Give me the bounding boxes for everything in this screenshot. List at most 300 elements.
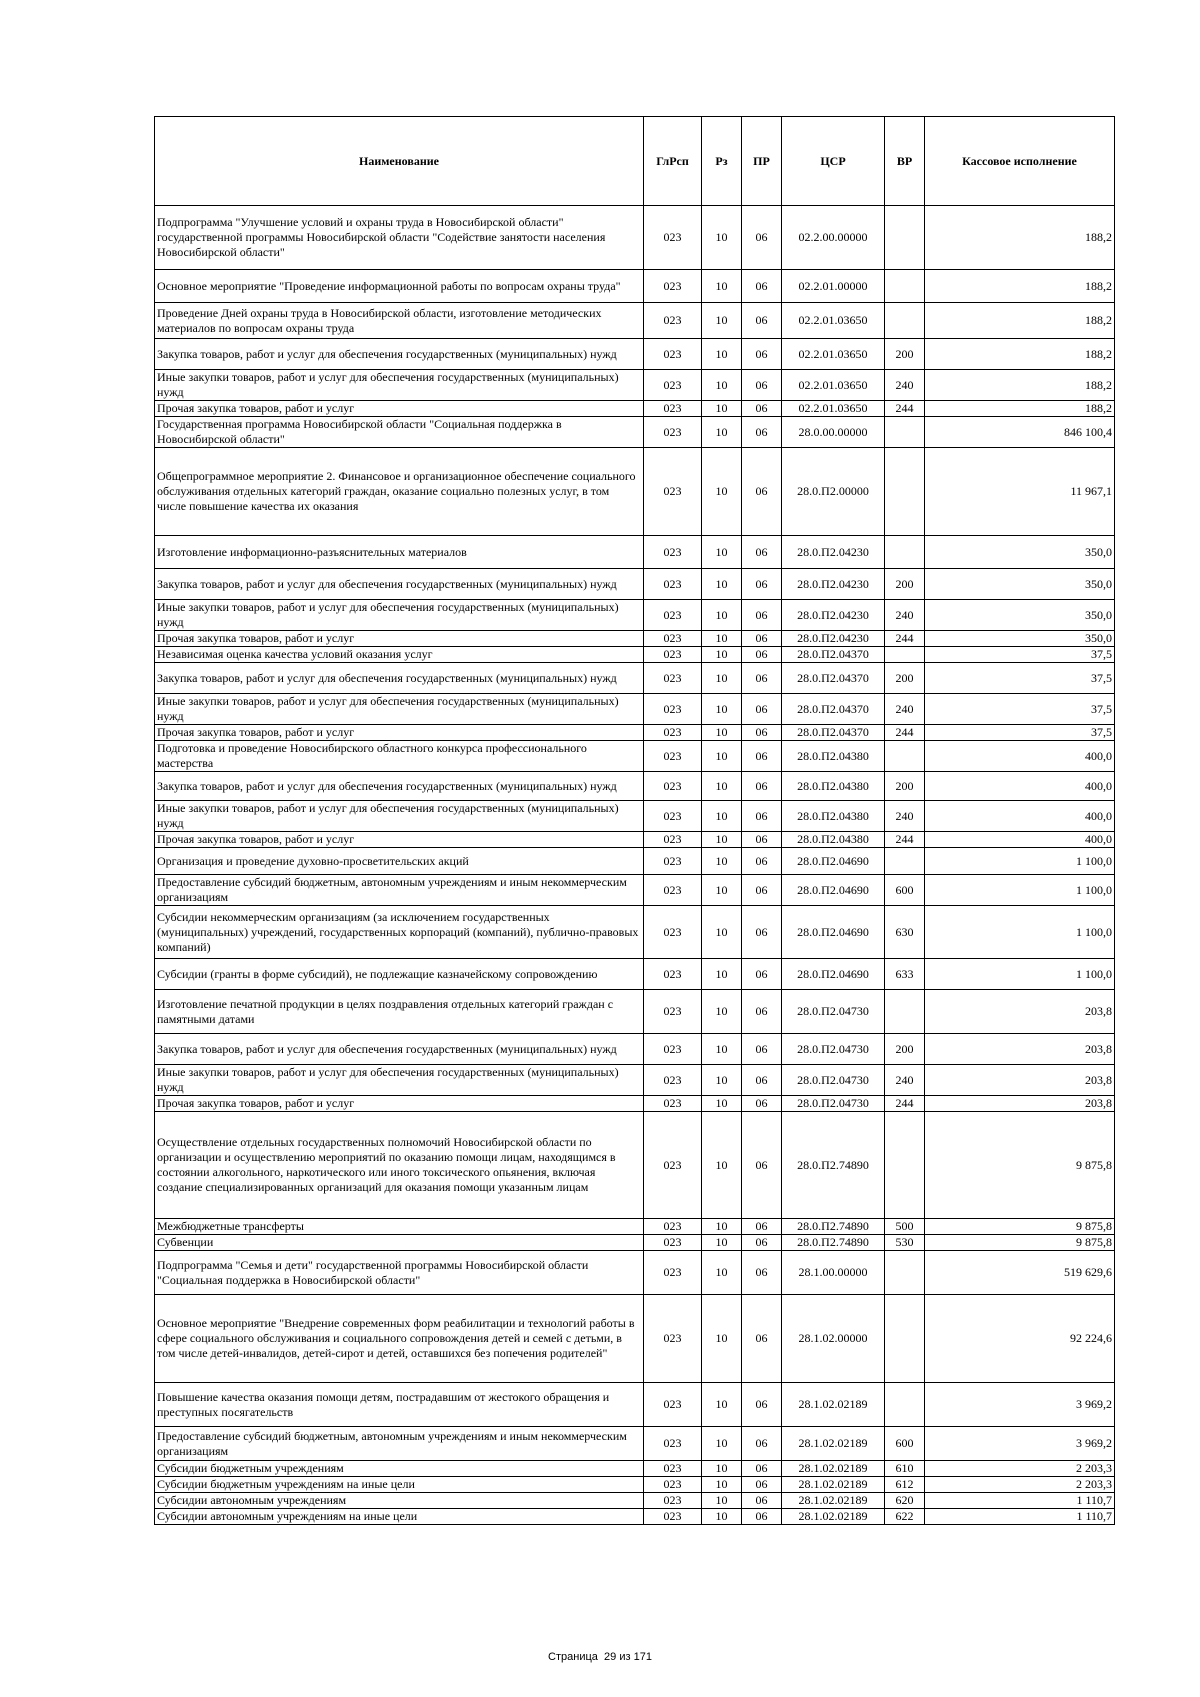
cell-pr: 06 xyxy=(742,303,782,339)
cell-csr: 28.1.00.00000 xyxy=(782,1251,885,1295)
cell-rz: 10 xyxy=(702,694,742,725)
page-total: 171 xyxy=(633,1651,652,1663)
cell-pr: 06 xyxy=(742,1096,782,1112)
cell-vr: 200 xyxy=(885,569,925,600)
cell-pr: 06 xyxy=(742,848,782,875)
cell-csr: 28.0.П2.04730 xyxy=(782,1034,885,1065)
cell-vr: 240 xyxy=(885,370,925,401)
table-row xyxy=(155,875,1115,906)
cell-csr: 28.1.02.02189 xyxy=(782,1383,885,1427)
cell-vr: 244 xyxy=(885,725,925,741)
cell-glrsp: 023 xyxy=(644,339,702,370)
cell-cash-execution: 400,0 xyxy=(925,772,1115,801)
cell-rz: 10 xyxy=(702,1096,742,1112)
cell-glrsp: 023 xyxy=(644,906,702,959)
cell-glrsp: 023 xyxy=(644,1235,702,1251)
cell-rz: 10 xyxy=(702,801,742,832)
cell-rz: 10 xyxy=(702,631,742,647)
cell-glrsp: 023 xyxy=(644,663,702,694)
cell-csr: 02.2.01.03650 xyxy=(782,370,885,401)
cell-glrsp: 023 xyxy=(644,1477,702,1493)
cell-glrsp: 023 xyxy=(644,1034,702,1065)
cell-cash-execution: 1 100,0 xyxy=(925,959,1115,990)
table-row xyxy=(155,600,1115,631)
cell-csr: 02.2.00.00000 xyxy=(782,206,885,270)
cell-vr: 240 xyxy=(885,801,925,832)
cell-name: Субвенции xyxy=(155,1235,644,1251)
cell-rz: 10 xyxy=(702,1251,742,1295)
cell-rz: 10 xyxy=(702,848,742,875)
cell-pr: 06 xyxy=(742,741,782,772)
cell-glrsp: 023 xyxy=(644,1295,702,1383)
cell-name: Осуществление отдельных государственных полномочий Новосибирской области по организации и осуществлению мероприятий по оказанию помощи лицам, находящимся в состоянии алкогольного, наркотического или иного токсического опьянения, включая создание специализированных организаций для оказания помощи указанным лицам xyxy=(155,1112,644,1219)
cell-csr: 28.1.02.02189 xyxy=(782,1509,885,1525)
cell-rz: 10 xyxy=(702,906,742,959)
cell-name: Предоставление субсидий бюджетным, автономным учреждениям и иным некоммерческим организациям xyxy=(155,875,644,906)
cell-glrsp: 023 xyxy=(644,1383,702,1427)
cell-pr: 06 xyxy=(742,801,782,832)
cell-vr: 600 xyxy=(885,875,925,906)
cell-csr: 28.0.П2.04230 xyxy=(782,569,885,600)
header-name: Наименование xyxy=(155,117,644,206)
table-row xyxy=(155,1219,1115,1235)
cell-name: Независимая оценка качества условий оказания услуг xyxy=(155,647,644,663)
cell-glrsp: 023 xyxy=(644,600,702,631)
cell-name: Прочая закупка товаров, работ и услуг xyxy=(155,631,644,647)
cell-rz: 10 xyxy=(702,448,742,536)
cell-cash-execution: 11 967,1 xyxy=(925,448,1115,536)
cell-vr: 630 xyxy=(885,906,925,959)
cell-cash-execution: 400,0 xyxy=(925,832,1115,848)
cell-name: Подпрограмма "Семья и дети" государственной программы Новосибирской области "Социальная поддержка в Новосибирской области" xyxy=(155,1251,644,1295)
table-row xyxy=(155,647,1115,663)
cell-cash-execution: 1 110,7 xyxy=(925,1493,1115,1509)
cell-vr xyxy=(885,1383,925,1427)
cell-csr: 28.0.П2.04690 xyxy=(782,959,885,990)
cell-csr: 28.0.П2.00000 xyxy=(782,448,885,536)
cell-csr: 28.1.02.02189 xyxy=(782,1477,885,1493)
table-row xyxy=(155,370,1115,401)
cell-name: Субсидии бюджетным учреждениям xyxy=(155,1461,644,1477)
cell-pr: 06 xyxy=(742,206,782,270)
table-row xyxy=(155,1235,1115,1251)
cell-cash-execution: 350,0 xyxy=(925,631,1115,647)
cell-csr: 28.1.02.00000 xyxy=(782,1295,885,1383)
cell-pr: 06 xyxy=(742,875,782,906)
cell-cash-execution: 9 875,8 xyxy=(925,1235,1115,1251)
cell-pr: 06 xyxy=(742,990,782,1034)
header-glrsp: ГлРсп xyxy=(644,117,702,206)
cell-rz: 10 xyxy=(702,339,742,370)
cell-csr: 02.2.01.03650 xyxy=(782,339,885,370)
cell-glrsp: 023 xyxy=(644,417,702,448)
cell-cash-execution: 37,5 xyxy=(925,694,1115,725)
cell-cash-execution: 1 100,0 xyxy=(925,875,1115,906)
cell-csr: 28.0.П2.04230 xyxy=(782,600,885,631)
cell-csr: 28.0.П2.04730 xyxy=(782,1096,885,1112)
table-row xyxy=(155,303,1115,339)
cell-rz: 10 xyxy=(702,1034,742,1065)
cell-rz: 10 xyxy=(702,1477,742,1493)
table-row xyxy=(155,694,1115,725)
cell-cash-execution: 1 100,0 xyxy=(925,906,1115,959)
cell-csr: 28.1.02.02189 xyxy=(782,1427,885,1461)
cell-pr: 06 xyxy=(742,694,782,725)
cell-pr: 06 xyxy=(742,1383,782,1427)
cell-cash-execution: 3 969,2 xyxy=(925,1427,1115,1461)
cell-name: Подпрограмма "Улучшение условий и охраны труда в Новосибирской области" государственной программы Новосибирской области "Содействие занятости населения Новосибирской области" xyxy=(155,206,644,270)
cell-cash-execution: 3 969,2 xyxy=(925,1383,1115,1427)
table-row xyxy=(155,1034,1115,1065)
table-row xyxy=(155,959,1115,990)
cell-cash-execution: 37,5 xyxy=(925,725,1115,741)
cell-glrsp: 023 xyxy=(644,1493,702,1509)
cell-name: Субсидии бюджетным учреждениям на иные цели xyxy=(155,1477,644,1493)
cell-name: Субсидии некоммерческим организациям (за исключением государственных (муниципальных) учреждений, государственных корпораций (компаний), публично-правовых компаний) xyxy=(155,906,644,959)
table-row xyxy=(155,1065,1115,1096)
cell-rz: 10 xyxy=(702,1383,742,1427)
table-row xyxy=(155,536,1115,569)
cell-vr xyxy=(885,536,925,569)
table-row xyxy=(155,1477,1115,1493)
cell-vr: 622 xyxy=(885,1509,925,1525)
cell-name: Прочая закупка товаров, работ и услуг xyxy=(155,401,644,417)
table-row xyxy=(155,1383,1115,1427)
cell-pr: 06 xyxy=(742,1219,782,1235)
cell-pr: 06 xyxy=(742,1493,782,1509)
cell-glrsp: 023 xyxy=(644,848,702,875)
table-row xyxy=(155,270,1115,303)
table-header-row xyxy=(155,117,1115,206)
cell-vr xyxy=(885,1251,925,1295)
cell-name: Организация и проведение духовно-просветительских акций xyxy=(155,848,644,875)
table-row xyxy=(155,741,1115,772)
page-label: Страница xyxy=(548,1651,598,1663)
cell-csr: 02.2.01.00000 xyxy=(782,270,885,303)
cell-cash-execution: 350,0 xyxy=(925,600,1115,631)
table-row xyxy=(155,1295,1115,1383)
cell-pr: 06 xyxy=(742,270,782,303)
cell-vr xyxy=(885,303,925,339)
cell-csr: 28.0.П2.04380 xyxy=(782,832,885,848)
cell-name: Основное мероприятие "Внедрение современных форм реабилитации и технологий работы в сфере социального обслуживания и социального сопровождения детей и семей с детьми, в том числе детей-инвалидов, детей-сирот и детей, оставшихся без попечения родителей" xyxy=(155,1295,644,1383)
table-row xyxy=(155,772,1115,801)
table-row xyxy=(155,906,1115,959)
cell-cash-execution: 2 203,3 xyxy=(925,1477,1115,1493)
cell-name: Закупка товаров, работ и услуг для обеспечения государственных (муниципальных) нужд xyxy=(155,339,644,370)
cell-pr: 06 xyxy=(742,1509,782,1525)
cell-csr: 28.0.П2.04730 xyxy=(782,1065,885,1096)
cell-cash-execution: 188,2 xyxy=(925,303,1115,339)
cell-csr: 28.0.П2.04370 xyxy=(782,694,885,725)
cell-rz: 10 xyxy=(702,772,742,801)
cell-name: Закупка товаров, работ и услуг для обеспечения государственных (муниципальных) нужд xyxy=(155,663,644,694)
table-body xyxy=(155,206,1115,1525)
cell-csr: 02.2.01.03650 xyxy=(782,303,885,339)
cell-glrsp: 023 xyxy=(644,631,702,647)
cell-pr: 06 xyxy=(742,663,782,694)
cell-pr: 06 xyxy=(742,1065,782,1096)
cell-name: Подготовка и проведение Новосибирского областного конкурса профессионального мастерства xyxy=(155,741,644,772)
cell-name: Закупка товаров, работ и услуг для обеспечения государственных (муниципальных) нужд xyxy=(155,772,644,801)
cell-pr: 06 xyxy=(742,1427,782,1461)
cell-rz: 10 xyxy=(702,959,742,990)
cell-glrsp: 023 xyxy=(644,1251,702,1295)
cell-pr: 06 xyxy=(742,417,782,448)
cell-cash-execution: 203,8 xyxy=(925,1065,1115,1096)
cell-vr: 200 xyxy=(885,339,925,370)
cell-name: Прочая закупка товаров, работ и услуг xyxy=(155,725,644,741)
table-row xyxy=(155,725,1115,741)
cell-cash-execution: 188,2 xyxy=(925,370,1115,401)
page-footer xyxy=(0,1651,1200,1663)
header-pr: ПР xyxy=(742,117,782,206)
cell-csr: 28.0.П2.04380 xyxy=(782,741,885,772)
cell-rz: 10 xyxy=(702,1219,742,1235)
cell-rz: 10 xyxy=(702,1065,742,1096)
cell-name: Прочая закупка товаров, работ и услуг xyxy=(155,832,644,848)
cell-cash-execution: 188,2 xyxy=(925,270,1115,303)
cell-rz: 10 xyxy=(702,832,742,848)
table-row xyxy=(155,1096,1115,1112)
table-row xyxy=(155,663,1115,694)
cell-pr: 06 xyxy=(742,959,782,990)
cell-rz: 10 xyxy=(702,600,742,631)
cell-glrsp: 023 xyxy=(644,741,702,772)
cell-vr: 240 xyxy=(885,1065,925,1096)
cell-glrsp: 023 xyxy=(644,1219,702,1235)
cell-vr xyxy=(885,647,925,663)
cell-vr xyxy=(885,990,925,1034)
cell-glrsp: 023 xyxy=(644,1065,702,1096)
cell-csr: 28.0.П2.04230 xyxy=(782,536,885,569)
cell-name: Основное мероприятие "Проведение информационной работы по вопросам охраны труда" xyxy=(155,270,644,303)
cell-glrsp: 023 xyxy=(644,303,702,339)
cell-cash-execution: 519 629,6 xyxy=(925,1251,1115,1295)
cell-vr xyxy=(885,206,925,270)
page-of-label: из xyxy=(619,1651,631,1663)
cell-csr: 28.0.П2.04370 xyxy=(782,725,885,741)
cell-csr: 28.0.П2.04690 xyxy=(782,906,885,959)
cell-name: Иные закупки товаров, работ и услуг для обеспечения государственных (муниципальных) нужд xyxy=(155,600,644,631)
cell-cash-execution: 203,8 xyxy=(925,1096,1115,1112)
cell-glrsp: 023 xyxy=(644,1509,702,1525)
cell-cash-execution: 203,8 xyxy=(925,990,1115,1034)
table-row xyxy=(155,1251,1115,1295)
header-cash-execution: Кассовое исполнение xyxy=(925,117,1115,206)
cell-vr xyxy=(885,848,925,875)
cell-name: Изготовление информационно-разъяснительных материалов xyxy=(155,536,644,569)
cell-csr: 28.0.П2.04370 xyxy=(782,663,885,694)
header-csr: ЦСР xyxy=(782,117,885,206)
cell-pr: 06 xyxy=(742,1251,782,1295)
cell-rz: 10 xyxy=(702,1235,742,1251)
cell-vr: 600 xyxy=(885,1427,925,1461)
cell-csr: 28.0.00.00000 xyxy=(782,417,885,448)
table-row xyxy=(155,1112,1115,1219)
cell-cash-execution: 188,2 xyxy=(925,401,1115,417)
cell-glrsp: 023 xyxy=(644,370,702,401)
cell-csr: 02.2.01.03650 xyxy=(782,401,885,417)
cell-glrsp: 023 xyxy=(644,206,702,270)
cell-name: Иные закупки товаров, работ и услуг для обеспечения государственных (муниципальных) нужд xyxy=(155,370,644,401)
cell-csr: 28.0.П2.04380 xyxy=(782,801,885,832)
cell-cash-execution: 1 110,7 xyxy=(925,1509,1115,1525)
cell-vr: 633 xyxy=(885,959,925,990)
cell-rz: 10 xyxy=(702,663,742,694)
cell-vr: 200 xyxy=(885,663,925,694)
cell-csr: 28.0.П2.74890 xyxy=(782,1112,885,1219)
cell-cash-execution: 1 100,0 xyxy=(925,848,1115,875)
cell-rz: 10 xyxy=(702,401,742,417)
header-vr: ВР xyxy=(885,117,925,206)
cell-vr: 620 xyxy=(885,1493,925,1509)
cell-pr: 06 xyxy=(742,1034,782,1065)
cell-rz: 10 xyxy=(702,1493,742,1509)
cell-cash-execution: 92 224,6 xyxy=(925,1295,1115,1383)
table-row xyxy=(155,631,1115,647)
table-row xyxy=(155,339,1115,370)
cell-glrsp: 023 xyxy=(644,990,702,1034)
table-row xyxy=(155,1461,1115,1477)
cell-vr xyxy=(885,741,925,772)
cell-vr xyxy=(885,417,925,448)
cell-rz: 10 xyxy=(702,990,742,1034)
cell-rz: 10 xyxy=(702,647,742,663)
cell-cash-execution: 400,0 xyxy=(925,801,1115,832)
cell-vr: 244 xyxy=(885,401,925,417)
cell-glrsp: 023 xyxy=(644,647,702,663)
cell-vr: 244 xyxy=(885,1096,925,1112)
cell-pr: 06 xyxy=(742,569,782,600)
cell-name: Межбюджетные трансферты xyxy=(155,1219,644,1235)
cell-glrsp: 023 xyxy=(644,772,702,801)
cell-rz: 10 xyxy=(702,741,742,772)
cell-name: Закупка товаров, работ и услуг для обеспечения государственных (муниципальных) нужд xyxy=(155,1034,644,1065)
cell-csr: 28.1.02.02189 xyxy=(782,1461,885,1477)
cell-vr: 610 xyxy=(885,1461,925,1477)
cell-vr xyxy=(885,448,925,536)
cell-cash-execution: 2 203,3 xyxy=(925,1461,1115,1477)
table-row xyxy=(155,206,1115,270)
cell-pr: 06 xyxy=(742,600,782,631)
cell-glrsp: 023 xyxy=(644,875,702,906)
cell-glrsp: 023 xyxy=(644,801,702,832)
cell-csr: 28.0.П2.74890 xyxy=(782,1235,885,1251)
cell-csr: 28.0.П2.04230 xyxy=(782,631,885,647)
cell-cash-execution: 37,5 xyxy=(925,663,1115,694)
cell-glrsp: 023 xyxy=(644,536,702,569)
cell-pr: 06 xyxy=(742,339,782,370)
cell-vr: 200 xyxy=(885,772,925,801)
table-row xyxy=(155,448,1115,536)
cell-cash-execution: 400,0 xyxy=(925,741,1115,772)
table-row xyxy=(155,569,1115,600)
cell-rz: 10 xyxy=(702,370,742,401)
cell-csr: 28.0.П2.04380 xyxy=(782,772,885,801)
table-row xyxy=(155,801,1115,832)
cell-cash-execution: 37,5 xyxy=(925,647,1115,663)
cell-pr: 06 xyxy=(742,370,782,401)
cell-pr: 06 xyxy=(742,1295,782,1383)
cell-csr: 28.0.П2.74890 xyxy=(782,1219,885,1235)
cell-name: Иные закупки товаров, работ и услуг для обеспечения государственных (муниципальных) нужд xyxy=(155,801,644,832)
cell-vr: 240 xyxy=(885,600,925,631)
cell-glrsp: 023 xyxy=(644,959,702,990)
table-row xyxy=(155,401,1115,417)
cell-vr: 500 xyxy=(885,1219,925,1235)
cell-vr: 612 xyxy=(885,1477,925,1493)
cell-vr xyxy=(885,270,925,303)
cell-glrsp: 023 xyxy=(644,1427,702,1461)
cell-vr: 530 xyxy=(885,1235,925,1251)
table-row xyxy=(155,848,1115,875)
table-row xyxy=(155,1427,1115,1461)
cell-pr: 06 xyxy=(742,401,782,417)
page-number: 29 xyxy=(604,1651,617,1663)
cell-rz: 10 xyxy=(702,1112,742,1219)
cell-name: Закупка товаров, работ и услуг для обеспечения государственных (муниципальных) нужд xyxy=(155,569,644,600)
cell-name: Субсидии автономным учреждениям на иные цели xyxy=(155,1509,644,1525)
cell-cash-execution: 350,0 xyxy=(925,569,1115,600)
cell-cash-execution: 203,8 xyxy=(925,1034,1115,1065)
cell-glrsp: 023 xyxy=(644,725,702,741)
cell-rz: 10 xyxy=(702,270,742,303)
cell-pr: 06 xyxy=(742,647,782,663)
cell-rz: 10 xyxy=(702,1461,742,1477)
cell-glrsp: 023 xyxy=(644,448,702,536)
cell-glrsp: 023 xyxy=(644,401,702,417)
cell-glrsp: 023 xyxy=(644,270,702,303)
cell-cash-execution: 350,0 xyxy=(925,536,1115,569)
cell-cash-execution: 9 875,8 xyxy=(925,1112,1115,1219)
cell-vr: 244 xyxy=(885,631,925,647)
cell-name: Субсидии (гранты в форме субсидий), не подлежащие казначейскому сопровождению xyxy=(155,959,644,990)
cell-glrsp: 023 xyxy=(644,1096,702,1112)
cell-vr xyxy=(885,1295,925,1383)
cell-pr: 06 xyxy=(742,1112,782,1219)
cell-vr xyxy=(885,1112,925,1219)
cell-glrsp: 023 xyxy=(644,1112,702,1219)
cell-cash-execution: 188,2 xyxy=(925,339,1115,370)
cell-pr: 06 xyxy=(742,772,782,801)
cell-cash-execution: 9 875,8 xyxy=(925,1219,1115,1235)
cell-name: Проведение Дней охраны труда в Новосибирской области, изготовление методических материалов по вопросам охраны труда xyxy=(155,303,644,339)
cell-vr: 240 xyxy=(885,694,925,725)
cell-rz: 10 xyxy=(702,569,742,600)
cell-name: Государственная программа Новосибирской области "Социальная поддержка в Новосибирской области" xyxy=(155,417,644,448)
table-row xyxy=(155,1509,1115,1525)
cell-rz: 10 xyxy=(702,417,742,448)
budget-table xyxy=(154,116,1115,1525)
table-row xyxy=(155,417,1115,448)
table-row xyxy=(155,832,1115,848)
cell-glrsp: 023 xyxy=(644,694,702,725)
cell-glrsp: 023 xyxy=(644,1461,702,1477)
cell-rz: 10 xyxy=(702,875,742,906)
cell-name: Предоставление субсидий бюджетным, автономным учреждениям и иным некоммерческим организациям xyxy=(155,1427,644,1461)
table-row xyxy=(155,1493,1115,1509)
cell-rz: 10 xyxy=(702,725,742,741)
cell-csr: 28.0.П2.04730 xyxy=(782,990,885,1034)
cell-pr: 06 xyxy=(742,832,782,848)
cell-csr: 28.0.П2.04370 xyxy=(782,647,885,663)
header-rz: Рз xyxy=(702,117,742,206)
cell-rz: 10 xyxy=(702,1295,742,1383)
cell-pr: 06 xyxy=(742,631,782,647)
cell-csr: 28.0.П2.04690 xyxy=(782,848,885,875)
cell-csr: 28.1.02.02189 xyxy=(782,1493,885,1509)
